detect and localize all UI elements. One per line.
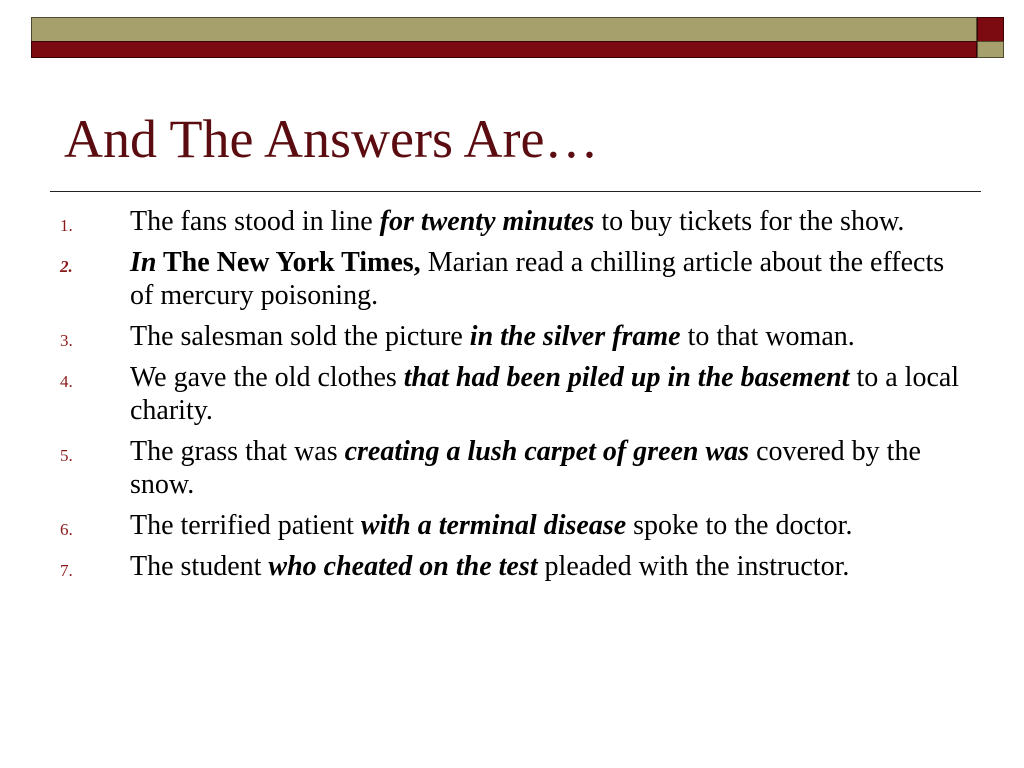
slide-title: And The Answers Are…: [64, 109, 599, 169]
header-bar-maroon: [31, 41, 977, 58]
item-text: The salesman sold the picture in the silver frame to that woman.: [130, 321, 855, 352]
list-item: [60, 320, 960, 353]
answer-phrase: with a terminal disease: [360, 510, 627, 541]
item-number: 7.: [60, 561, 73, 580]
item-number: 4.: [60, 372, 73, 391]
item-number: 5.: [60, 446, 73, 465]
answer-phrase: who cheated on the test: [268, 551, 538, 582]
header-bar-olive: [31, 17, 977, 42]
item-number: 2.: [60, 257, 73, 276]
answer-phrase: in the silver frame: [469, 321, 681, 352]
title-divider: [50, 191, 981, 192]
answer-list: [60, 205, 960, 591]
answer-phrase: creating a lush carpet of green was: [344, 436, 750, 467]
header-square-olive: [977, 41, 1004, 58]
list-item: [60, 435, 960, 501]
list-item: [60, 509, 960, 542]
list-item: [60, 246, 960, 312]
item-text: The terrified patient with a terminal disease spoke to the doctor.: [130, 510, 853, 541]
answer-phrase: for twenty minutes: [379, 206, 595, 237]
answer-phrase: In: [130, 247, 157, 278]
newspaper-title: The New York Times,: [156, 247, 421, 278]
answer-phrase: that had been piled up in the basement: [403, 362, 850, 393]
item-number: 1.: [60, 216, 73, 235]
list-item: [60, 205, 960, 238]
item-number: 3.: [60, 331, 73, 350]
list-item: [60, 550, 960, 583]
item-number: 6.: [60, 520, 73, 539]
item-text: The grass that was creating a lush carpet of green was covered by the snow.: [130, 436, 921, 500]
header-square-maroon: [977, 17, 1004, 42]
item-text: The student who cheated on the test pleaded with the instructor.: [130, 551, 850, 582]
item-text: In The New York Times, Marian read a chilling article about the effects of mercury poisoning.: [130, 247, 945, 311]
item-text: We gave the old clothes that had been piled up in the basement to a local charity.: [130, 362, 960, 426]
item-text: The fans stood in line for twenty minutes to buy tickets for the show.: [130, 206, 905, 237]
list-item: [60, 361, 960, 427]
